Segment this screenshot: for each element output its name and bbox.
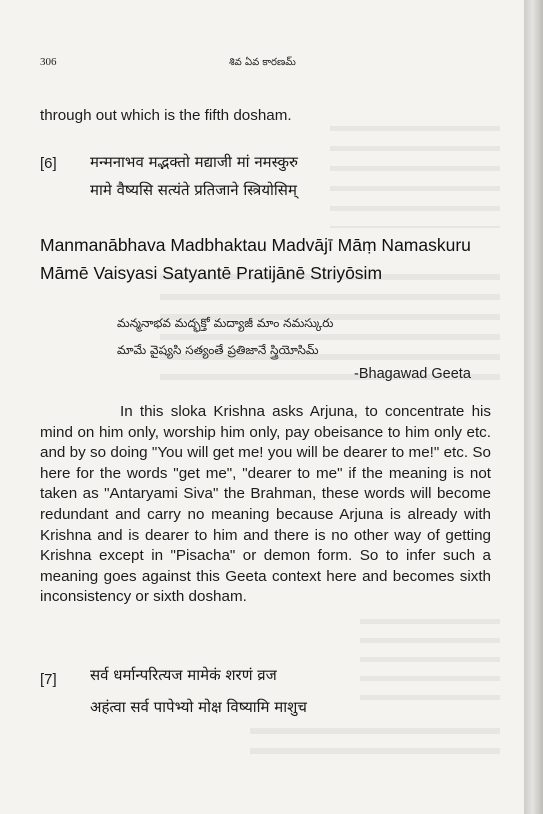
- source-attribution: -Bhagawad Geeta: [354, 366, 471, 382]
- commentary-paragraph: [40, 402, 491, 608]
- telugu-verse-line: మన్మనాభవ మద్భక్తో మద్యాజీ మాం నమస్కురు: [117, 316, 334, 330]
- page-edge: [524, 0, 543, 814]
- transliteration-line: Māmē Vaisyasi Satyantē Pratijānē Striyōsim: [40, 263, 383, 283]
- sanskrit-verse-line: मामे वैष्यसि सत्यंते प्रतिजाने स्त्रियोसिम्: [90, 181, 297, 199]
- bleed-through-texture: [250, 722, 500, 762]
- sanskrit-verse-line: सर्व धर्मान्परित्यज मामेकं शरणं व्रज: [90, 666, 277, 684]
- sanskrit-verse-line: अहंत्वा सर्व पापेभ्यो मोक्ष विष्यामि माशुच: [90, 698, 307, 716]
- page-number: 306: [40, 56, 57, 68]
- verse-number: [6]: [40, 155, 57, 172]
- telugu-verse-line: మామే వైష్యసి సత్యంతే ప్రతిజానే స్త్రియోసిమ్: [117, 343, 319, 357]
- verse-number: [7]: [40, 671, 57, 688]
- commentary-text: In this sloka Krishna asks Arjuna, to concentrate his mind on him only, worship him only, pay obeisance to him only etc. and by so doing "You will get me! you will be dearer to me!" etc. So here for the words "get me", "dearer to me" if the meaning is not taken as "Antaryami Siva" the Brahman, these words will become redundant and carry no meaning because Arjuna is already with Krishna and is dearer to him and there is no other way of getting Krishna except in "Pisacha" or demon form. So to infer such a meaning goes against this Geeta context here and becomes sixth inconsistency or sixth dosham.: [40, 403, 491, 606]
- continued-text-line: through out which is the fifth dosham.: [40, 107, 292, 124]
- sanskrit-verse-line: मन्मनाभव मद्भक्तो मद्याजी मां नमस्कुरु: [90, 153, 298, 171]
- transliteration-line: Manmanābhava Madbhaktau Madvājī Māṃ Namaskuru: [40, 235, 471, 255]
- running-title: శివ ఏవ కారణమ్: [229, 57, 296, 68]
- bleed-through-texture: [330, 118, 500, 228]
- bleed-through-texture: [360, 612, 500, 702]
- page-header: [40, 56, 485, 70]
